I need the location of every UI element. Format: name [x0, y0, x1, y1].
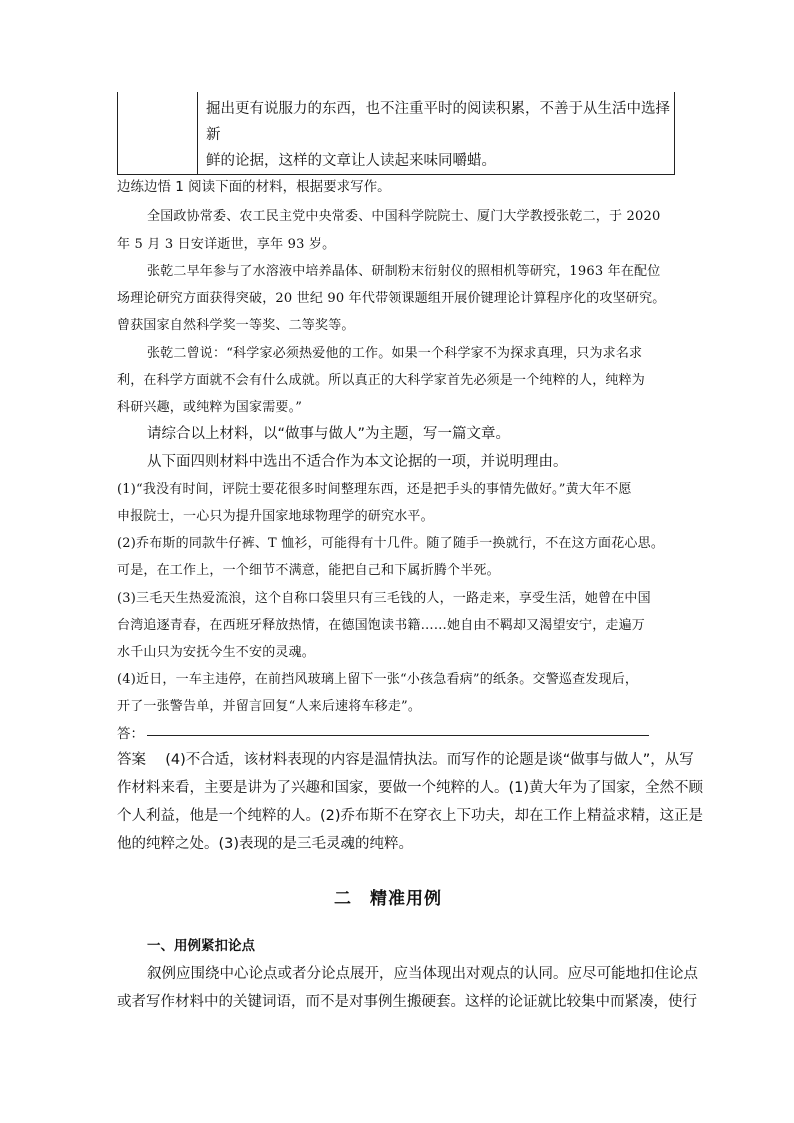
table-cell-line: 鲜的论据，这样的文章让人读起来味同嚼蜡。 — [206, 153, 496, 169]
material-line: 张乾二曾说：“科学家必须热爱他的工作。如果一个科学家不为探求真理，只为求名求 — [147, 346, 643, 361]
task-line: 请综合以上材料，以“做事与做人”为主题，写一篇文章。 — [147, 426, 511, 442]
subsection-title: 一、用例紧扣论点 — [147, 938, 255, 954]
material-line: 张乾二早年参与了水溶液中培养晶体、研制粉末衍射仪的照相机等研究，1963 年在配位 — [147, 264, 661, 279]
option-line: 开了一张警告单，并留言回复“人来后速将车移走”。 — [117, 699, 422, 714]
option-line: 台湾追逐青春，在西班牙释放热情，在德国饱读书籍……她自由不羁却又渴望安宁，走遍万 — [117, 618, 646, 633]
answer-line: 作材料来看，主要是讲为了兴趣和国家，要做一个纯粹的人。(1)黄大年为了国家，全然不顾 — [117, 780, 704, 796]
table-text-cell — [198, 92, 675, 175]
answer-line: (4)不合适，该材料表现的内容是温情执法。而写作的论题是谈“做事与做人”，从写 — [165, 752, 694, 768]
answer-underline — [147, 735, 649, 736]
material-line: 全国政协常委、农工民主党中央常委、中国科学院院士、厦门大学教授张乾二，于 2020 — [147, 209, 661, 224]
material-line: 场理论研究方面获得突破，20 世纪 90 年代带领课题组开展价键理论计算程序化的攻坚研究。 — [117, 291, 666, 306]
material-line: 科研兴趣，或纯粹为国家需要。” — [117, 400, 303, 415]
option-line: 可是，在工作上，一个细节不满意，能把自己和下属折腾个半死。 — [117, 563, 500, 578]
answer-line: 他的纯粹之处。(3)表现的是三毛灵魂的纯粹。 — [117, 836, 414, 852]
continuation-table — [117, 92, 675, 175]
material-line: 曾获国家自然科学奖一等奖、二等奖等。 — [117, 318, 355, 333]
option-line: 申报院士，一心只为提升国家地球物理学的研究水平。 — [117, 509, 434, 524]
material-line: 年 5 月 3 日安详逝世，享年 93 岁。 — [117, 237, 336, 252]
exercise-heading: 边练边悟 1 阅读下面的材料，根据要求写作。 — [117, 179, 391, 195]
body-line: 叙例应围绕中心论点或者分论点展开，应当体现出对观点的认同。应尽可能地扣住论点 — [147, 966, 698, 982]
material-line: 利，在科学方面就不会有什么成就。所以真正的大科学家首先必须是一个纯粹的人，纯粹为 — [117, 373, 646, 388]
answer-first-line — [117, 748, 694, 769]
body-line: 或者写作材料中的关键词语，而不是对事例生搬硬套。这样的论证就比较集中而紧凑，使行 — [117, 994, 697, 1010]
section-title: 二 精准用例 — [334, 889, 442, 909]
option-line: 水千山只为安抚今生不安的灵魂。 — [117, 645, 316, 660]
option-line: (3)三毛天生热爱流浪，这个自称口袋里只有三毛钱的人，一路走来，享受生活，她曾在中国 — [117, 591, 651, 606]
table-empty-cell — [118, 92, 198, 175]
answer-label: 答： — [117, 726, 144, 742]
option-line: (2)乔布斯的同款牛仔裤、T 恤衫，可能得有十几件。随了随手一换就行，不在这方面花心思。 — [117, 536, 665, 551]
table-cell-line: 掘出更有说服力的东西，也不注重平时的阅读积累，不善于从生活中选择新 — [206, 101, 670, 143]
option-line: (1)“我没有时间，评院士要花很多时间整理东西，还是把手头的事情先做好。”黄大年不愿 — [117, 482, 632, 497]
option-line: (4)近日，一车主违停，在前挡风玻璃上留下一张“小孩急看病”的纸条。交警巡查发现后， — [117, 672, 639, 687]
task-line: 从下面四则材料中选出不适合作为本文论据的一项，并说明理由。 — [147, 454, 568, 470]
answer-line: 个人利益，他是一个纯粹的人。(2)乔布斯不在穿衣上下功夫，却在工作上精益求精，这正是 — [117, 808, 704, 824]
answer-title: 答案 — [117, 752, 146, 768]
